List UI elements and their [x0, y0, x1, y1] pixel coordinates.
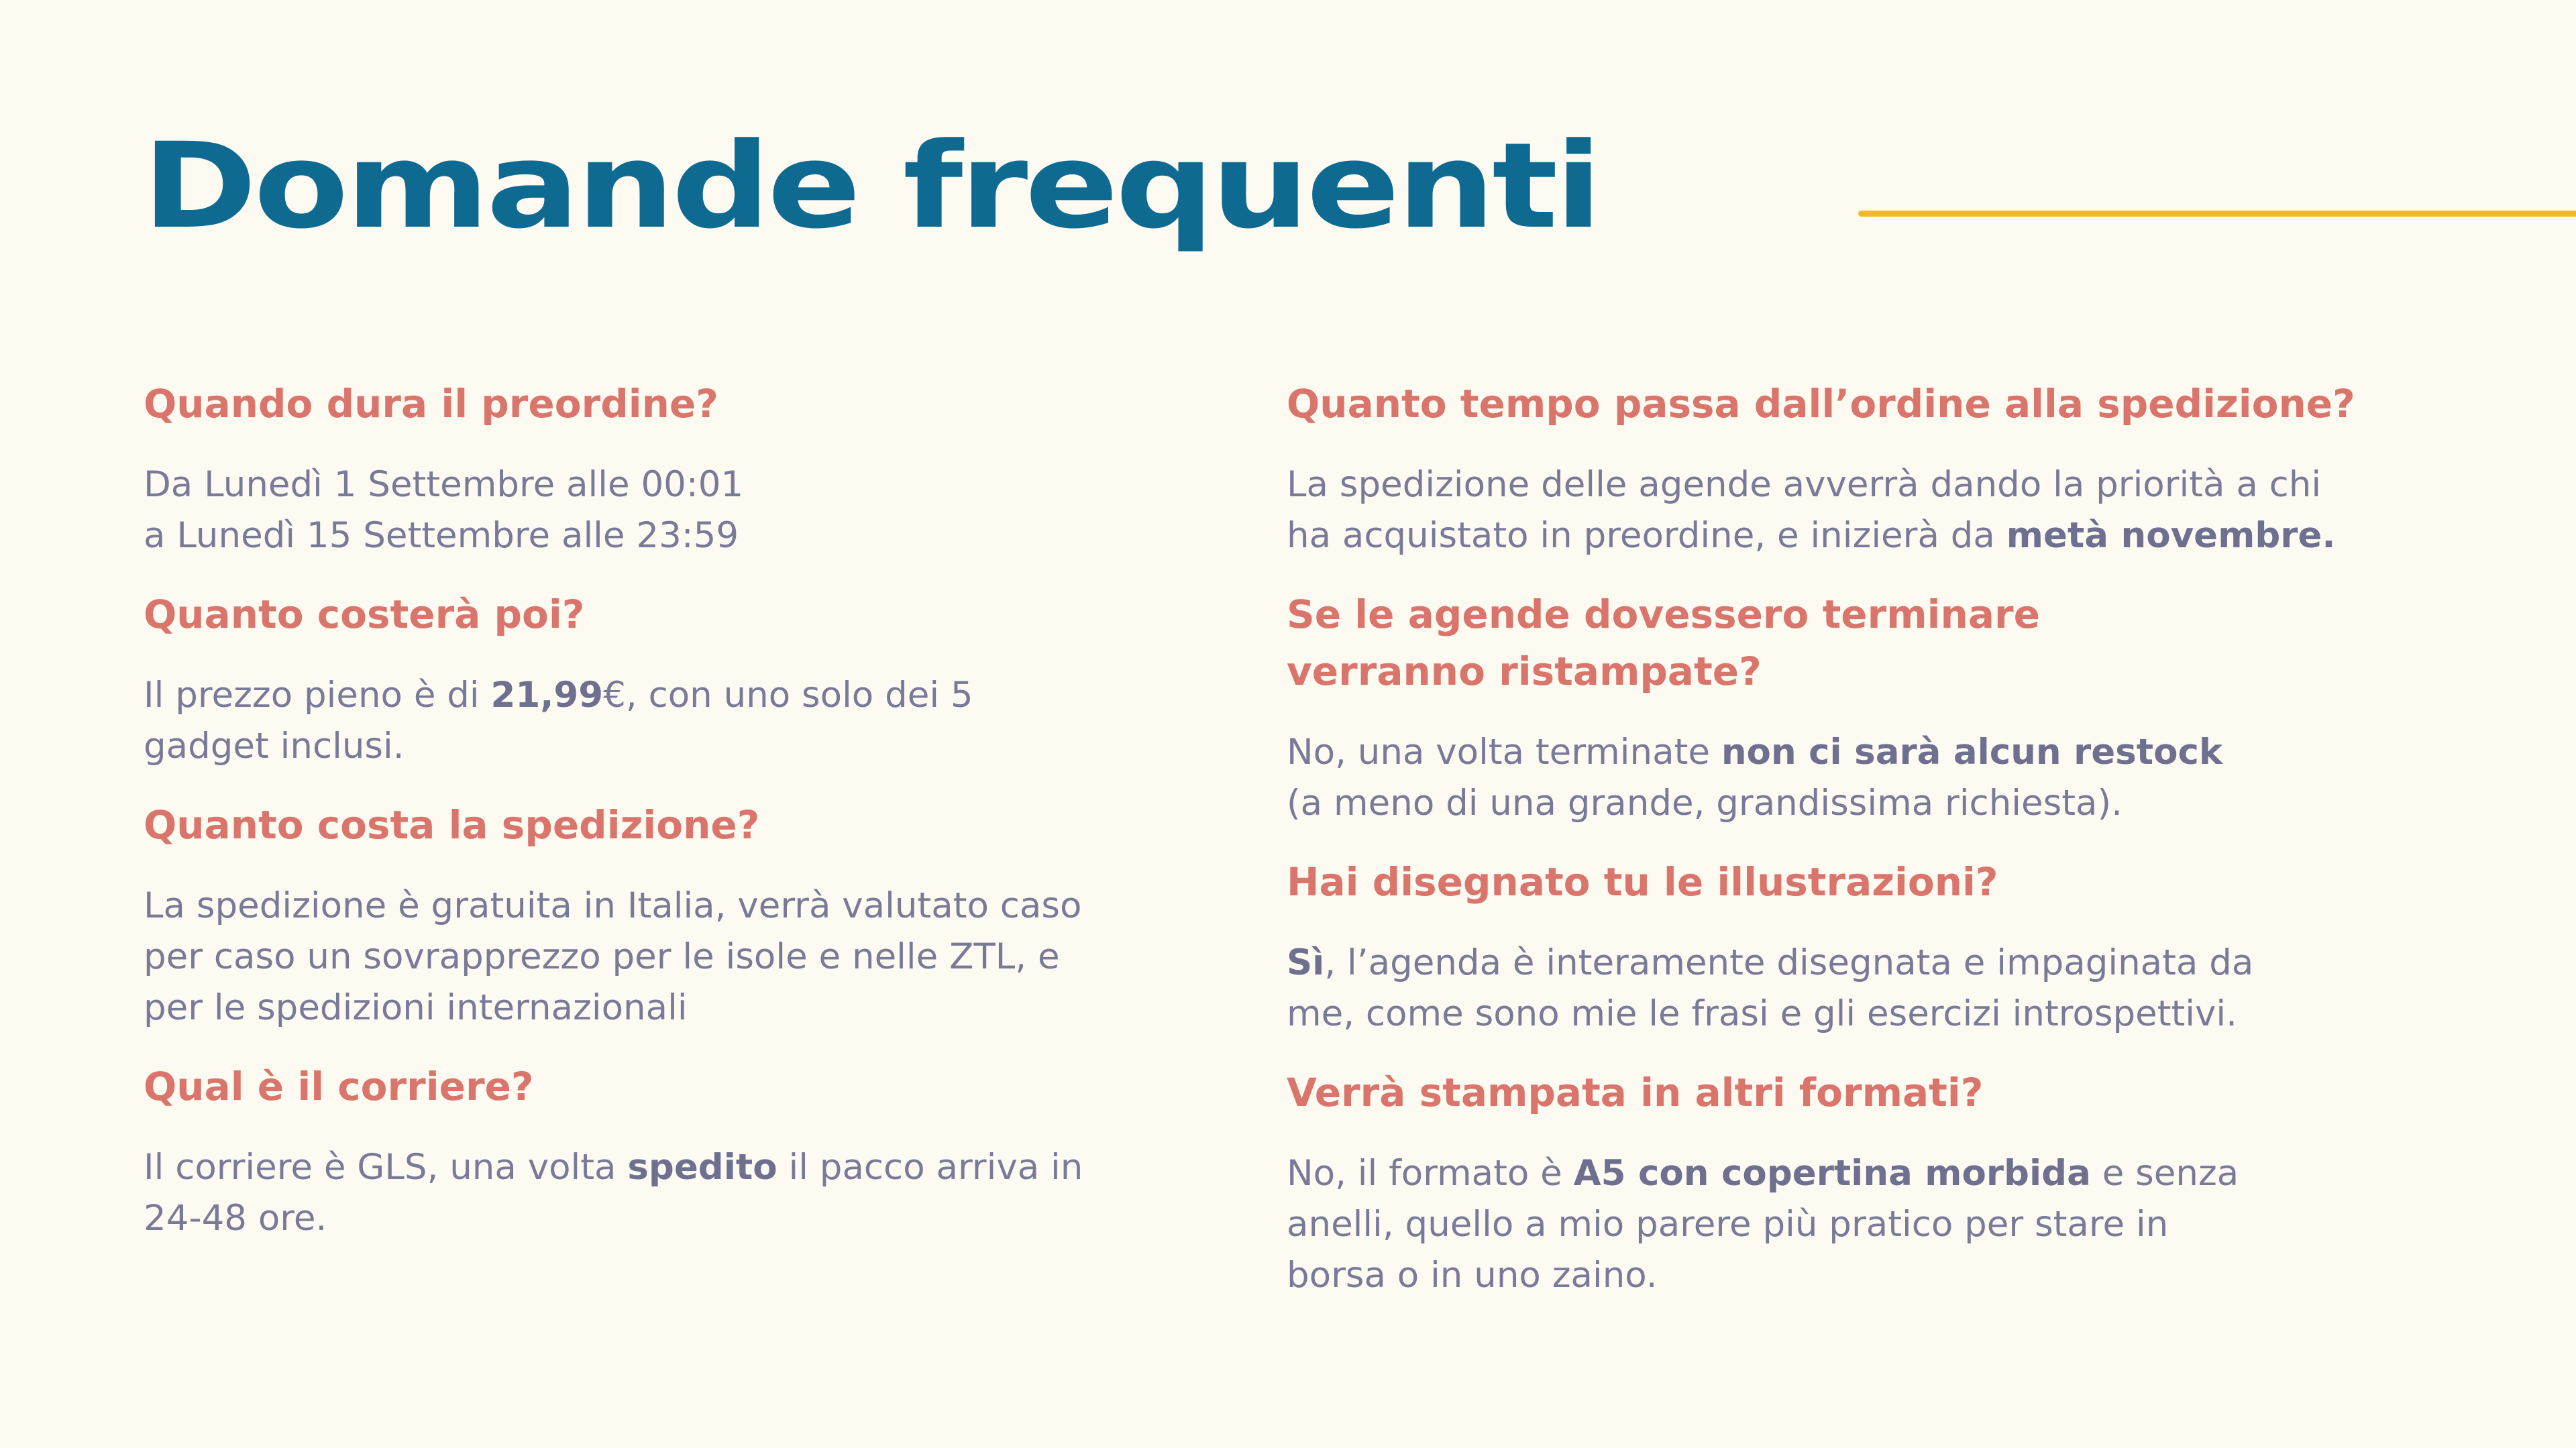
faq-item-courier	[144, 1058, 1203, 1244]
answer-line: per le spedizioni internazionali	[144, 987, 688, 1028]
answer-text: il pacco arriva in	[777, 1147, 1083, 1188]
page-title: Domande frequenti	[142, 117, 1599, 255]
answer-line: me, come sono mie le frasi e gli esercizi introspettivi.	[1287, 993, 2237, 1034]
faq-answer	[144, 459, 1203, 561]
answer-text: No, il formato è	[1287, 1153, 1574, 1194]
faq-answer	[144, 670, 1203, 772]
answer-emphasis: 21,99	[490, 675, 604, 716]
faq-answer	[144, 1142, 1203, 1244]
faq-answer	[1287, 727, 2494, 829]
faq-item-shipping-time	[1287, 376, 2494, 561]
answer-emphasis: spedito	[627, 1147, 777, 1188]
answer-line: (a meno di una grande, grandissima richiesta).	[1287, 783, 2123, 824]
answer-text: Il prezzo pieno è di	[144, 675, 491, 716]
faq-question: Verrà stampata in altri formati?	[1287, 1070, 1984, 1115]
answer-emphasis: metà novembre.	[2006, 515, 2336, 556]
faq-column-left	[144, 376, 1203, 1244]
accent-line	[1858, 211, 2576, 217]
answer-text: e senza	[2090, 1153, 2239, 1194]
answer-line: borsa o in uno zaino.	[1287, 1255, 1658, 1296]
answer-line: La spedizione delle agende avverrà dando la priorità a chi	[1287, 464, 2322, 505]
answer-line: 24-48 ore.	[144, 1198, 327, 1239]
answer-text: Il corriere è GLS, una volta	[144, 1147, 628, 1188]
faq-question: Qual è il corriere?	[144, 1064, 534, 1109]
faq-item-formats	[1287, 1064, 2494, 1301]
faq-question: Quanto tempo passa dall’ordine alla spedizione?	[1287, 381, 2355, 427]
faq-answer	[1287, 459, 2494, 561]
faq-item-reprint	[1287, 586, 2494, 829]
faq-column-right	[1287, 376, 2494, 1301]
faq-question: Quando dura il preordine?	[144, 381, 718, 427]
answer-line: anelli, quello a mio parere più pratico per stare in	[1287, 1204, 2169, 1245]
faq-item-full-price	[144, 586, 1203, 772]
answer-text: ha acquistato in preordine, e inizierà da	[1287, 515, 2006, 556]
question-line: verranno ristampate?	[1287, 649, 1762, 694]
faq-answer	[144, 881, 1203, 1034]
answer-line: per caso un sovrapprezzo per le isole e nelle ZTL, e	[144, 936, 1060, 977]
faq-answer	[1287, 938, 2494, 1040]
faq-answer	[1287, 1148, 2494, 1301]
faq-question: Quanto costerà poi?	[144, 592, 585, 637]
faq-item-preorder-duration	[144, 376, 1203, 561]
answer-emphasis: non ci sarà alcun restock	[1721, 732, 2223, 773]
question-line: Se le agende dovessero terminare	[1287, 592, 2040, 637]
faq-question: Hai disegnato tu le illustrazioni?	[1287, 859, 1998, 905]
answer-line: Da Lunedì 1 Settembre alle 00:01	[144, 464, 744, 505]
answer-line: gadget inclusi.	[144, 726, 405, 767]
faq-question	[1287, 586, 2494, 700]
answer-text: , l’agenda è interamente disegnata e impaginata da	[1324, 942, 2254, 983]
answer-emphasis: A5 con copertina morbida	[1573, 1153, 2091, 1194]
faq-question: Quanto costa la spedizione?	[144, 802, 760, 848]
faq-item-illustrations	[1287, 854, 2494, 1040]
answer-text: €, con uno solo dei 5	[603, 675, 973, 716]
answer-text: No, una volta terminate	[1287, 732, 1721, 773]
answer-emphasis: Sì	[1287, 942, 1325, 983]
answer-line: La spedizione è gratuita in Italia, verrà valutato caso	[144, 885, 1082, 926]
faq-item-shipping-cost	[144, 797, 1203, 1034]
answer-line: a Lunedì 15 Settembre alle 23:59	[144, 515, 739, 556]
